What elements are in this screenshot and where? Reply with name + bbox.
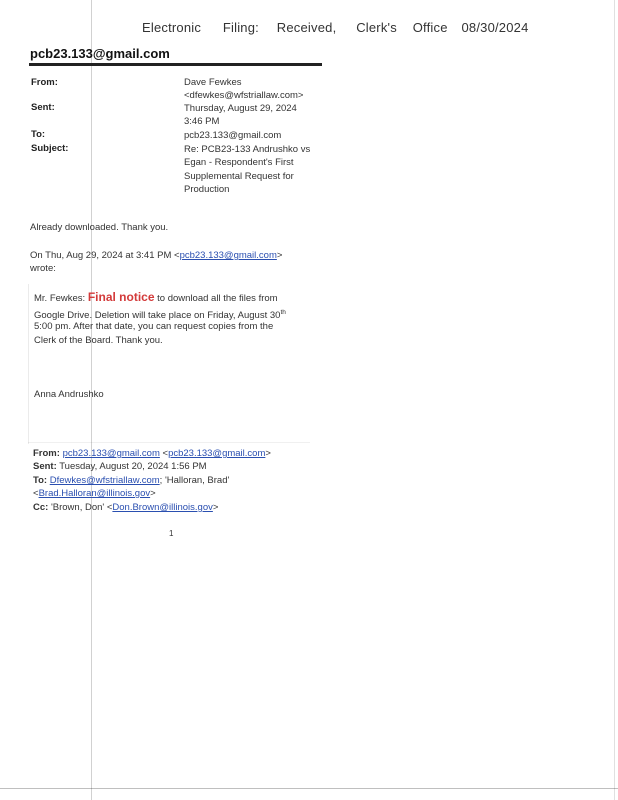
stamp-word: Filing:: [222, 20, 259, 35]
quote-intro-prefix: On Thu, Aug 29, 2024 at 3:41 PM <: [30, 250, 180, 261]
notice-line-4: Clerk of the Board. Thank you.: [34, 335, 163, 346]
subject-line: Supplemental Request for: [184, 171, 294, 182]
fwd-from-angle-link[interactable]: pcb23.133@gmail.com: [168, 448, 266, 459]
subject-line: Re: PCB23-133 Andrushko vs: [184, 144, 311, 155]
fwd-cc-name: 'Brown, Don' <: [50, 502, 113, 513]
fwd-from-label: From:: [33, 448, 60, 459]
account-divider: [29, 63, 322, 66]
notice-line-1: [34, 291, 278, 306]
sent-time: 3:46 PM: [184, 116, 220, 127]
page-number: 1: [169, 529, 174, 538]
fwd-to-rest: ; 'Halloran, Brad': [159, 475, 230, 486]
notice-line2-sup: th: [280, 309, 286, 316]
fwd-to-label: To:: [33, 475, 48, 486]
subject-line: Egan - Respondent's First: [184, 157, 294, 168]
fwd-sent-line: [33, 460, 207, 474]
stamp-word: Electronic: [142, 20, 202, 35]
fwd-cc-link[interactable]: Don.Brown@illinois.gov: [112, 502, 213, 513]
notice-line-3: 5:00 pm. After that date, you can request copies from the: [34, 321, 274, 332]
from-name: Dave Fewkes: [184, 77, 242, 88]
signature: Anna Andrushko: [34, 389, 104, 400]
stamp-word: Clerk's: [356, 20, 397, 35]
fwd-cc-label: Cc:: [33, 502, 49, 513]
scan-artifact-line-right: [614, 0, 615, 800]
fwd-to-link-2[interactable]: Brad.Halloran@illinois.gov: [38, 488, 151, 499]
account-email: pcb23.133@gmail.com: [30, 46, 170, 61]
scan-bottom-rule: [0, 788, 618, 789]
subject-line: Production: [184, 184, 230, 195]
quote-email-link[interactable]: pcb23.133@gmail.com: [179, 250, 277, 261]
notice-line2-text: Google Drive. Deletion will take place on Friday, August 30: [34, 310, 281, 322]
fwd-sent-value: Tuesday, August 20, 2024 1:56 PM: [59, 461, 207, 472]
to-value: pcb23.133@gmail.com: [184, 130, 282, 141]
quote-intro: [30, 249, 282, 263]
fwd-cc-line: Cc: 'Brown, Don' <Don.Brown@illinois.gov>: [33, 502, 219, 513]
stamp-word: Received,: [276, 20, 337, 35]
final-notice-highlight: Final notice: [87, 290, 155, 304]
subject-label: Subject:: [31, 143, 69, 154]
from-email: <dfewkes@wfstriallaw.com>: [184, 90, 304, 101]
filing-stamp: [142, 20, 529, 35]
fwd-sent-label: Sent:: [33, 461, 57, 472]
notice-line1-rest: to download all the files from: [157, 293, 278, 304]
stamp-word: Office: [412, 20, 448, 35]
notice-salutation: Mr. Fewkes:: [34, 293, 86, 304]
fwd-to-link-1[interactable]: Dfewkes@wfstriallaw.com: [49, 475, 160, 486]
to-label: To:: [31, 129, 46, 140]
stamp-date: 08/30/2024: [461, 20, 529, 35]
quote-intro-suffix: >: [276, 250, 283, 261]
fwd-from-link[interactable]: pcb23.133@gmail.com: [62, 448, 160, 459]
quote-wrote: wrote:: [30, 263, 56, 274]
fwd-from-line: From: pcb23.133@gmail.com <pcb23.133@gmail.com>: [33, 448, 271, 459]
sent-date: Thursday, August 29, 2024: [184, 103, 297, 114]
sent-label: Sent:: [31, 102, 55, 113]
reply-text: Already downloaded. Thank you.: [30, 222, 169, 233]
fwd-to-line-2: <Brad.Halloran@illinois.gov>: [33, 488, 156, 499]
from-label: From:: [31, 77, 58, 88]
fwd-to-line: [33, 474, 229, 488]
